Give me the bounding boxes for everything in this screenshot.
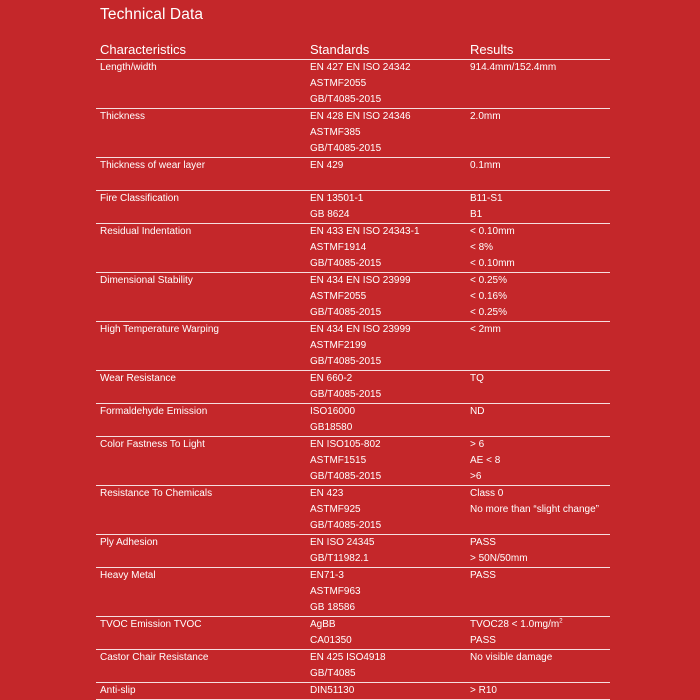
results-cell (466, 60, 610, 109)
standard-line: ASTMF2199 (310, 340, 367, 351)
standard-line: GB/T4085-2015 (310, 94, 382, 105)
standards-cell (306, 568, 466, 617)
standards-cell (306, 109, 466, 158)
result-line (470, 617, 606, 633)
table-row (96, 437, 610, 486)
table-row (96, 535, 610, 568)
standards-cell (306, 224, 466, 273)
characteristic-cell: Color Fastness To Light (96, 437, 306, 486)
table-row (96, 322, 610, 371)
standard-line: EN 427 EN ISO 24342 (310, 62, 411, 73)
table-row (96, 683, 610, 700)
table-row (96, 371, 610, 404)
standard-line: EN ISO105-802 (310, 439, 381, 450)
characteristic-cell: Anti-slip (96, 683, 306, 700)
results-cell (466, 535, 610, 568)
results-cell (466, 404, 610, 437)
result-superscript: 2 (559, 618, 563, 625)
result-line: B11-S1 (470, 193, 503, 204)
header-results: Results (466, 41, 610, 60)
table-row (96, 191, 610, 224)
standard-line: GB 18586 (310, 602, 356, 613)
result-line: < 8% (470, 242, 494, 253)
standard-line: EN 433 EN ISO 24343-1 (310, 226, 420, 237)
standard-line: GB/T4085-2015 (310, 356, 382, 367)
standard-line: EN 423 (310, 488, 344, 499)
standard-line: ISO16000 (310, 406, 356, 417)
standards-cell (306, 437, 466, 486)
results-cell (466, 273, 610, 322)
result-line: > 6 (470, 439, 485, 450)
characteristic-cell: Fire Classification (96, 191, 306, 224)
standard-line: AgBB (310, 619, 336, 630)
standards-cell (306, 404, 466, 437)
results-cell (466, 683, 610, 700)
table-row (96, 650, 610, 683)
result-line: < 0.16% (470, 291, 507, 302)
standard-line: GB/T4085-2015 (310, 471, 382, 482)
standard-line: GB/T11982.1 (310, 553, 369, 564)
results-cell (466, 568, 610, 617)
standard-line: EN 428 EN ISO 24346 (310, 111, 411, 122)
result-line: >6 (470, 471, 482, 482)
results-cell (466, 486, 610, 535)
standards-cell (306, 683, 466, 700)
result-line: AE < 8 (470, 455, 501, 466)
results-cell (466, 650, 610, 683)
characteristic-cell: Thickness of wear layer (96, 158, 306, 191)
characteristic-cell: TVOC Emission TVOC (96, 617, 306, 650)
standard-line: ASTMF1515 (310, 455, 367, 466)
table-row (96, 273, 610, 322)
result-line: Class 0 (470, 488, 504, 499)
characteristic-cell: Formaldehyde Emission (96, 404, 306, 437)
standard-line: ASTMF1914 (310, 242, 367, 253)
results-cell (466, 371, 610, 404)
standards-cell (306, 535, 466, 568)
table-body (96, 60, 610, 700)
characteristic-cell: Length/width (96, 60, 306, 109)
standards-cell (306, 158, 466, 191)
table-row (96, 617, 610, 650)
standards-cell (306, 273, 466, 322)
result-line: 914.4mm/152.4mm (470, 62, 557, 73)
standard-line: EN 660-2 (310, 373, 353, 384)
characteristic-cell: Thickness (96, 109, 306, 158)
standard-line: ASTMF2055 (310, 291, 367, 302)
results-cell (466, 191, 610, 224)
result-line: < 0.10mm (470, 258, 515, 269)
standard-line: EN 434 EN ISO 23999 (310, 324, 411, 335)
result-line: < 0.10mm (470, 226, 515, 237)
result-line: No visible damage (470, 652, 553, 663)
standards-cell (306, 486, 466, 535)
standard-line: EN 429 (310, 160, 344, 171)
standard-line: GB/T4085-2015 (310, 258, 382, 269)
standard-line: DIN51130 (310, 685, 355, 696)
standard-line: GB/T4085 (310, 668, 356, 679)
standard-line: EN 434 EN ISO 23999 (310, 275, 411, 286)
results-cell (466, 617, 610, 650)
standards-cell (306, 322, 466, 371)
characteristic-cell: High Temperature Warping (96, 322, 306, 371)
characteristic-cell: Dimensional Stability (96, 273, 306, 322)
standard-line: EN 13501-1 (310, 193, 364, 204)
standards-cell (306, 650, 466, 683)
result-line: PASS (470, 537, 496, 548)
header-characteristics: Characteristics (96, 41, 306, 60)
standard-line: CA01350 (310, 635, 352, 646)
technical-data-table (96, 41, 610, 700)
result-line: < 2mm (470, 324, 501, 335)
standard-line: ASTMF2055 (310, 78, 367, 89)
standard-line: GB/T4085-2015 (310, 307, 382, 318)
results-cell (466, 109, 610, 158)
table-row (96, 404, 610, 437)
standard-line: EN 425 ISO4918 (310, 652, 386, 663)
results-cell (466, 158, 610, 191)
table-row (96, 109, 610, 158)
standards-cell (306, 191, 466, 224)
standard-line: ASTMF385 (310, 127, 361, 138)
result-line: PASS (470, 635, 496, 646)
table-row (96, 486, 610, 535)
standard-line: GB18580 (310, 422, 353, 433)
header-standards: Standards (306, 41, 466, 60)
standards-cell (306, 371, 466, 404)
table-row (96, 60, 610, 109)
standards-cell (306, 60, 466, 109)
results-cell (466, 322, 610, 371)
page-title: Technical Data (100, 6, 204, 23)
table-header-row (96, 41, 610, 60)
table-row (96, 224, 610, 273)
result-line: B1 (470, 209, 483, 220)
standards-cell (306, 617, 466, 650)
result-line: < 0.25% (470, 275, 507, 286)
result-line: ND (470, 406, 485, 417)
characteristic-cell: Heavy Metal (96, 568, 306, 617)
result-line: TQ (470, 373, 484, 384)
result-line: > R10 (470, 685, 497, 696)
result-line: < 0.25% (470, 307, 507, 318)
results-cell (466, 437, 610, 486)
result-line: 2.0mm (470, 111, 501, 122)
result-line: > 50N/50mm (470, 553, 528, 564)
characteristic-cell: Ply Adhesion (96, 535, 306, 568)
standard-line: GB/T4085-2015 (310, 143, 382, 154)
standard-line: GB/T4085-2015 (310, 389, 382, 400)
standard-line: GB/T4085-2015 (310, 520, 382, 531)
table-row (96, 158, 610, 191)
result-line: No more than “slight change” (470, 504, 599, 515)
results-cell (466, 224, 610, 273)
result-text: TVOC28 < 1.0mg/m (470, 619, 560, 630)
standard-line (310, 174, 462, 190)
characteristic-cell: Resistance To Chemicals (96, 486, 306, 535)
standard-line: ASTMF963 (310, 586, 361, 597)
characteristic-cell: Wear Resistance (96, 371, 306, 404)
result-line: PASS (470, 570, 496, 581)
characteristic-cell: Castor Chair Resistance (96, 650, 306, 683)
standard-line: EN ISO 24345 (310, 537, 375, 548)
standard-line: ASTMF925 (310, 504, 361, 515)
standard-line: EN71-3 (310, 570, 344, 581)
result-line: 0.1mm (470, 160, 501, 171)
standard-line: GB 8624 (310, 209, 350, 220)
table-row (96, 568, 610, 617)
characteristic-cell: Residual Indentation (96, 224, 306, 273)
